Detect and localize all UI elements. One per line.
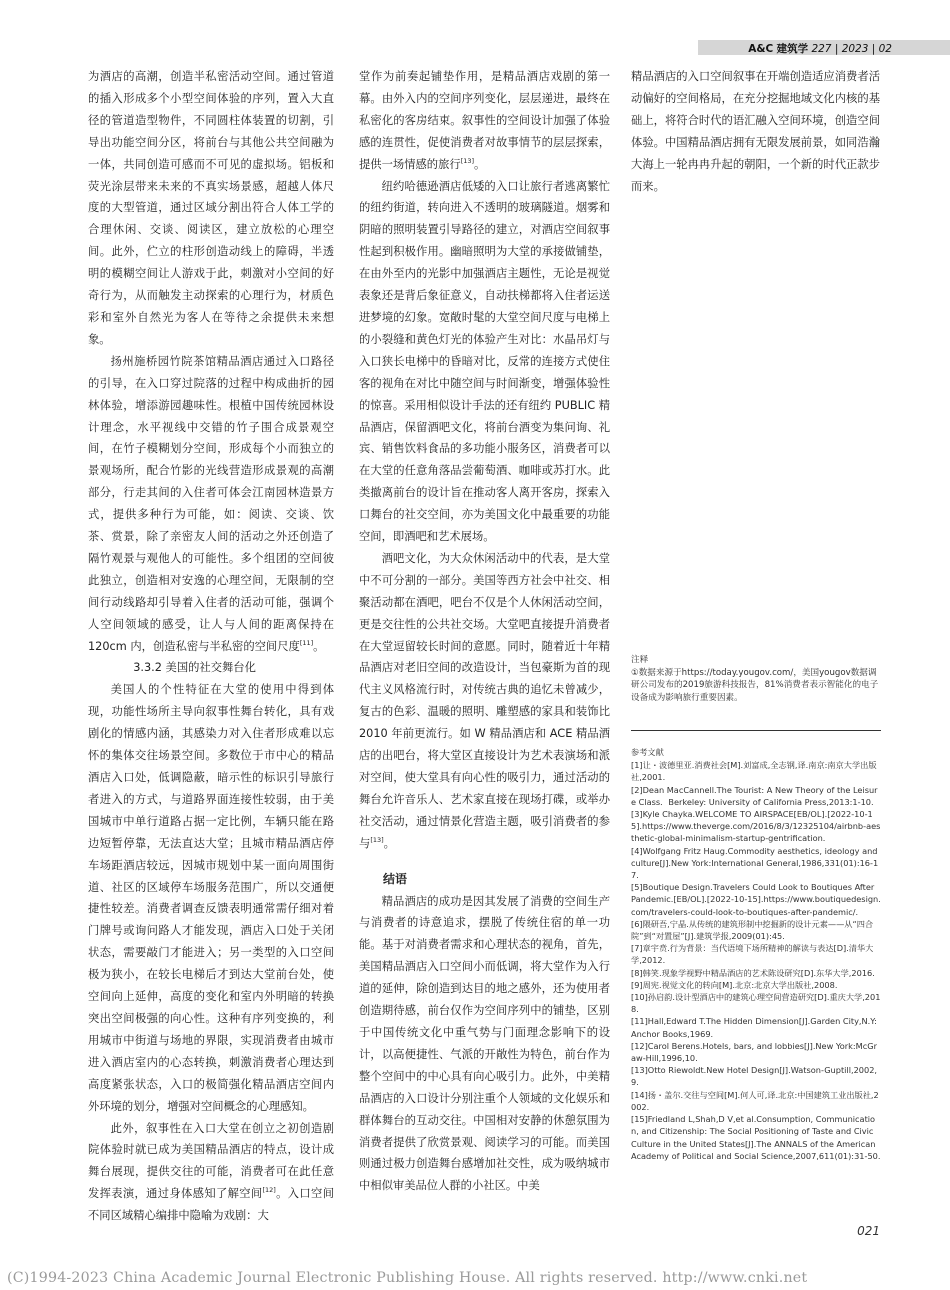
paragraph: 为酒店的高潮，创造半私密活动空间。通过管道的插入形成多个小型空间体验的序列，置入大直径的管道造型物件，不同圆柱体装置的切割，引导出功能空间分区，将前台与其他公共空间融为一体，共同创造可感而不可见的虚拟场。铝板和荧光涂层带来未来的不真实场景感，超越人体尺度的大型管道，通过区域分割出符合人体工学的合理休闲、交谈、阅读区，建立放松的心理空间。此外，伫立的柱形创造动线上的障碍，半透明的模糊空间让人游戏于此，刺激对小空间的好奇行为，从而触发主动探索的心理行为，材质色彩和室外自然光为客人在等待之余提供未来想象。 (88, 70, 334, 346)
reference-item: [11]Hall,Edward T.The Hidden Dimension[J].Garden City,N.Y:Anchor Books,1969. (631, 1016, 877, 1039)
paragraph: 精品酒店的入口空间叙事在开端创造适应消费者活动偏好的空间格局，在充分挖掘地域文化内核的基础上，将符合时代的语汇融入空间环境，创造空间体验。中国精品酒店拥有无限发展前景，如同浩瀚大海上一轮冉冉升起的朝阳，一个新的时代正款步而来。 (631, 70, 880, 193)
journal-header (748, 41, 892, 56)
paragraph: 扬州施桥园竹院茶馆精品酒店通过入口路径的引导，在入口穿过院落的过程中构成曲折的园林体验，增添游园趣味性。根植中国传统园林设计理念，水平视线中交错的竹子围合成景观空间，在竹子模糊划分空间，形成每个小而独立的景观场所，配合竹影的光线营造形成景观的高潮部分，行走其间的入住者可体会江南园林造景方式，提供多种行为可能，如：阅读、交谈、饮茶、赏景，除了亲密友人间的活动之外还创造了隔竹观景与观他人的可能性。多个组团的空间彼此独立，创造相对安逸的心理空间，无限制的空间行动线路却引导着入住者的活动可能，强调个人空间领域的感受，让人与人间的距离保持在 120cm 内，创造私密与半私密的空间尺度[11]。 (88, 354, 334, 653)
journal-mark: A&C (748, 43, 774, 55)
reference-item: [10]孙启韵.设计型酒店中的建筑心理空间营造研究[D].重庆大学,2018. (631, 992, 881, 1015)
conclusion-heading: 结语 (383, 871, 408, 886)
reference-item: [13]Otto Riewoldt.New Hotel Design[J].Watson-Guptill,2002,9. (631, 1065, 878, 1088)
references-title: 参考文献 (631, 747, 664, 757)
references-section (631, 746, 881, 1162)
reference-item: [4]Wolfgang Fritz Haug.Commodity aesthetics, ideology and culture[J].New York:International General,1986,331(01):16-17. (631, 845, 879, 881)
paragraph: 酒吧文化，为大众休闲活动中的代表，是大堂中不可分割的一部分。美国等西方社会中社交、相聚活动都在酒吧，吧台不仅是个人休闲活动空间，更是交往性的公共社交场。大堂吧直接提升消费者在大堂逗留较长时间的意愿。同时，随着近十年精品酒店对老旧空间的改造设计，当包豪斯为首的现代主义风格流行时，对传统古典的追忆未曾减少，复古的色彩、温暖的照明、雕塑感的家具和装饰比 2010 年前更流行。如 W 精品酒店和 ACE 精品酒店的出吧台，将大堂区直接设计为艺术表演场和派对空间，使大堂具有向心性的吸引力，通过活动的舞台允许音乐人、艺术家直接在现场打碟，或举办社交活动，通过情景化营造主题，吸引消费者的参与[13]。 (359, 551, 610, 850)
citation: [13] (460, 156, 475, 165)
paragraph: 堂作为前奏起铺垫作用，是精品酒店戏剧的第一幕。由外入内的空间序列变化，层层递进，最终在私密化的客房结束。叙事性的空间设计加强了体验感的连贯性，促使消费者对故事情节的层层探索，提供一场情感的旅行[13]。 (359, 70, 610, 171)
body-column-1 (88, 66, 334, 1227)
reference-item: [1]让・波德里亚.消费社会[M].刘富成,全志钢,译.南京:南京大学出版社,2001. (631, 760, 877, 783)
section-subheading: 3.3.2 美国的社交舞台化 (133, 661, 256, 675)
citation: [12] (262, 1186, 276, 1195)
page-number: 021 (857, 1224, 880, 1238)
reference-item: [7]章宇贲.行为背景：当代语境下场所精神的解读与表达[D].清华大学,2012. (631, 943, 874, 966)
reference-item: [5]Boutique Design.Travelers Could Look to Boutiques After Pandemic.[EB/OL].[2022-10-15].https://www.boutiquedesign.com/travelers-could-look-to-boutiques-after-pandemic/. (631, 882, 881, 917)
citation: [13] (370, 835, 384, 844)
reference-item: [14]扬・盖尔.交往与空间[M].何人可,译.北京:中国建筑工业出版社,2002. (631, 1089, 879, 1112)
divider (631, 730, 881, 731)
reference-item: [9]周宪.视觉文化的转向[M].北京:北京大学出版社,2008. (631, 979, 838, 990)
reference-item: [3]Kyle Chayka.WELCOME TO AIRSPACE[EB/OL].[2022-10-15].https://www.theverge.com/2016/8/3/12325104/airbnb-aesthetic-global-minimalism-startup-gentrification. (631, 809, 881, 844)
paragraph: 美国人的个性特征在大堂的使用中得到体现，功能性场所主导向叙事性舞台转化，具有戏剧化的情感内涵，其感染力对入住者形成难以忘怀的集体交往场景空间。多数位于市中心的精品酒店入口处，低调隐蔽，暗示性的标识引导旅行者进入的方式，与道路界面连接性较弱，由于美国城市中单行道路占据一定比例，车辆只能在路边短暂停靠，无法直达大堂；且城市精品酒店停车场距酒店较远，因城市规划中某一面向周围街道、社区的区域停车场服务范围广，所以交通便捷性较差。消费者调查反馈表明通常需仔细对着门牌号或询问路人才能发现，酒店入口处于关闭状态，需要敲门才能进入；另一类型的入口空间极为狭小，在较长电梯后才到达大堂前台处，使空间向上延伸，高度的变化和室内外明暗的转换突出空间极强的向心性。这种有序列变换的，利用城市中街道与场地的界限，实现消费者由城市进入酒店室内的心态转换，刺激消费者心理达到高度紧张状态，入口的极简强化精品酒店空间内外环境的划分，增强对空间概念的心理感知。 (88, 683, 334, 1113)
reference-item: [15]Friedland L,Shah,D V,et al.Consumption, Communication, and Citizenship: The Social Positioning of Taste and Civic Culture in the United States[J].The ANNALS of the American Academy of Political and Social Science,2007,611(01):31-50. (631, 1114, 881, 1161)
reference-item: [6]隈研吾,宁晶.从传统的建筑形制中挖掘新的设计元素——从“四合院”到“对置屋”[J].建筑学报,2009(01):45. (631, 918, 874, 942)
paragraph: 精品酒店的成功是因其发展了消费的空间生产与消费者的诗意追求，摆脱了传统住宿的单一功能。基于对消费者需求和心理状态的视角，首先，美国精品酒店入口空间小而低调，将大堂作为入行道的延伸，除创造到达目的地之感外，还为使用者创造期待感，前台仅作为空间序列中的铺垫，区别于中国传统文化中重气势与门面理念影响下的设计，以高便捷性、气派的开敞性为特色，前台作为整个空间中的中心具有向心吸引力。此外，中美精品酒店的入口设计分别注重个人领域的文化娱乐和群体舞台的互动交往。中国相对安静的休憩氛围为消费者提供了欣赏景观、阅读学习的可能。而美国则通过极力创造舞台感增加社交性，成为吸纳城市中相似审美品位人群的小社区。中美 (359, 894, 610, 1193)
note-item: ①数据来源于https://today.yougov.com/，美国yougov数据调研公司发布的2019旅游科技报告，81%消费者表示智能化的电子设备成为影响旅行重要因素。 (631, 667, 879, 703)
copyright-footer: (C)1994-2023 China Academic Journal Electronic Publishing House. All rights reserved. http://www.cnki.net (7, 1270, 808, 1286)
journal-name: 建筑学 (776, 43, 809, 55)
reference-item: [8]韩笑.现象学视野中精品酒店的艺术陈设研究[D].东华大学,2016. (631, 967, 875, 978)
notes-title: 注释 (631, 655, 649, 665)
paragraph: 此外，叙事性在入口大堂在创立之初创造剧院体验时就已成为美国精品酒店的特点，设计成舞台展现，提供交往的可能，消费者可在此任意发挥表演，通过身体感知了解空间[12]。入口空间不同区域精心编排中隐喻为戏剧：大 (88, 1121, 334, 1223)
paragraph: 纽约哈德逊酒店低矮的入口让旅行者逃离繁忙的纽约街道，转向进入不透明的玻璃隧道。烟雾和阴暗的照明装置引导路径的建立，对酒店空间叙事性起到积极作用。幽暗照明为大堂的承接做铺垫，在由外至内的光影中加强酒店主题性，无论是视觉表象还是背后象征意义，自动扶梯都将入住者运送进梦境的幻象。宽敞时髦的大堂空间尺度与电梯上的小裂缝和黄色灯光的体验产生对比：水晶吊灯与入口狭长电梯中的昏暗对比，反常的连接方式使住客的视角在对比中随空间与时间渐变，增强体验性的惊喜。采用相似设计手法的还有纽约 PUBLIC 精品酒店，保留酒吧文化，将前台酒变为集问询、礼宾、销售饮料食品的多功能小服务区，消费者可以在大堂的任意角落品尝葡萄酒、咖啡或苏打水。此类撤离前台的设计旨在推动客人离开客房，探索入口舞台的社交空间，亦为美国文化中最重要的功能空间，即酒吧和艺术展场。 (359, 179, 610, 544)
reference-item: [2]Dean MacCannell.The Tourist: A New Theory of the Leisure Class．Berkeley: University of California Press,2013:1-10. (631, 784, 878, 807)
reference-item: [12]Carol Berens.Hotels, bars, and lobbies[J].New York:McGraw-Hill,1996,10. (631, 1040, 877, 1064)
body-column-2 (359, 66, 610, 1197)
journal-issue: 227 | 2023 | 02 (811, 43, 892, 55)
body-column-3 (631, 66, 880, 197)
notes-section (631, 654, 883, 704)
citation: [11] (299, 638, 314, 647)
